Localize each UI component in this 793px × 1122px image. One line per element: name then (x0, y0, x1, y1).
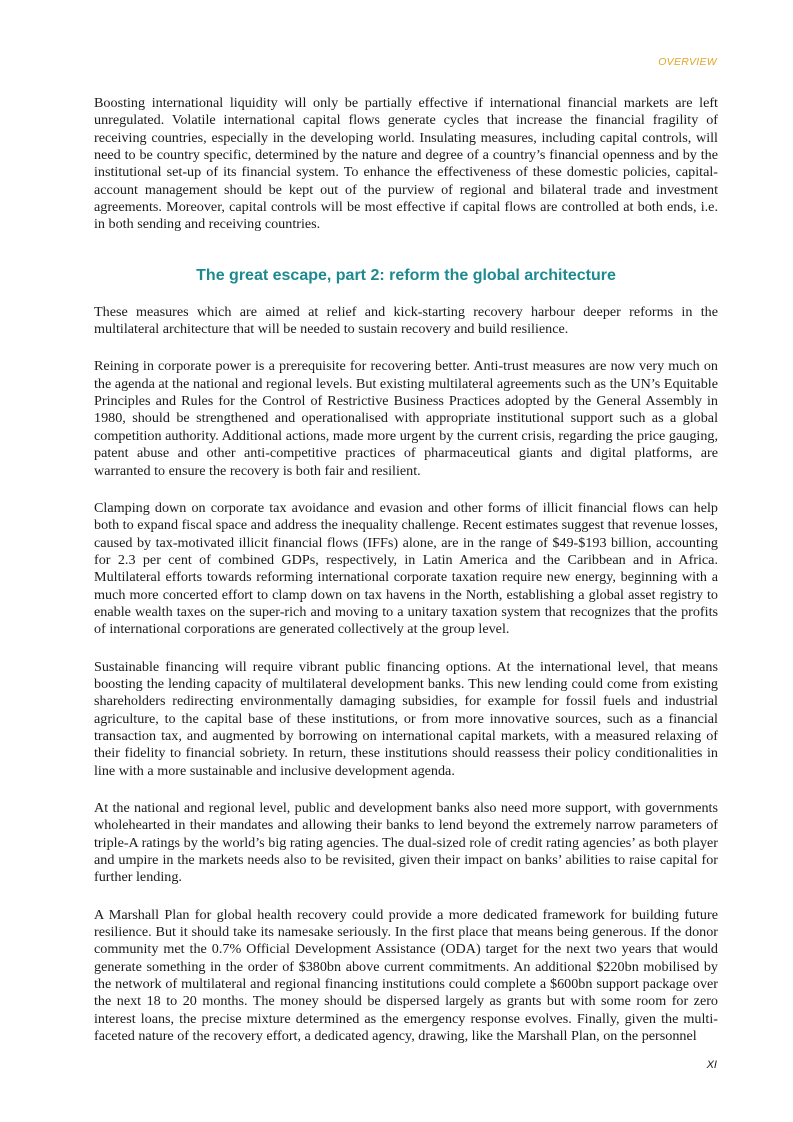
body-text (94, 95, 718, 1065)
paragraph-public-banks: At the national and regional level, public and development banks also need more support, with governments wholehearted in their mandates and allowing their banks to lend beyond the extremely narrow parameters of triple-A ratings by the world’s big rating agencies. The dual-sized role of credit rating agencies’ as both player and umpire in the markets needs also to be revisited, given their impact on banks’ abilities to raise capital for further lending. (94, 800, 718, 886)
paragraph-tax-avoidance: Clamping down on corporate tax avoidance and evasion and other forms of illicit financial flows can help both to expand fiscal space and address the inequality challenge. Recent estimates suggest that revenue losses, caused by tax-motivated illicit financial flows (IFFs) alone, are in the range of $49-$193 billion, accounting for 2.3 per cent of combined GDPs, respectively, in Latin America and the Caribbean and in Africa. Multilateral efforts towards reforming international corporate taxation require new energy, beginning with a much more concerted effort to clamp down on tax havens in the North, establishing a global asset registry to enable wealth taxes on the super-rich and moving to a unitary taxation system that recognizes that the profits of international corporations are generated collectively at the group level. (94, 499, 718, 638)
paragraph-multilateral-reforms: These measures which are aimed at relief and kick-starting recovery harbour deeper reforms in the multilateral architecture that will be needed to sustain recovery and build resilience. (94, 303, 718, 338)
paragraph-capital-controls: Boosting international liquidity will only be partially effective if international financial markets are left unregulated. Volatile international capital flows generate cycles that increase the financial fragility of receiving countries, especially in the developing world. Insulating measures, including capital controls, will need to be country specific, determined by the nature and degree of a country’s financial openness and by the institutional set-up of its financial system. To enhance the effectiveness of these domestic policies, capital-account management should be kept out of the purview of regional and bilateral trade and investment agreements. Moreover, capital controls will be most effective if capital flows are controlled at both ends, i.e. in both sending and receiving countries. (94, 95, 718, 233)
running-header: OVERVIEW (658, 56, 717, 68)
section-heading: The great escape, part 2: reform the global architecture (196, 266, 616, 284)
paragraph-sustainable-financing: Sustainable financing will require vibrant public financing options. At the international level, that means boosting the lending capacity of multilateral development banks. This new lending could come from existing shareholders redirecting environmentally damaging subsidies, for example for fossil fuels and industrial agriculture, to the capital base of these institutions, or from more innovative sources, such as a financial transaction tax, and augmented by borrowing on international capital markets, with a measured relaxing of their fidelity to financial sobriety. In return, these institutions should reassess their policy conditionalities in line with a more sustainable and inclusive development agenda. (94, 658, 718, 779)
page-number: XI (706, 1059, 717, 1071)
paragraph-corporate-power: Reining in corporate power is a prerequisite for recovering better. Anti-trust measures are now very much on the agenda at the national and regional levels. But existing multilateral agreements such as the UN’s Equitable Principles and Rules for the Control of Restrictive Business Practices adopted by the General Assembly in 1980, should be strengthened and operationalised with appropriate institutional support such as a global competition authority. Additional actions, made more urgent by the current crisis, regarding the price gauging, patent abuse and other anti-competitive practices of pharmaceutical giants and digital platforms, are warranted to ensure the recovery is both fair and resilient. (94, 358, 718, 479)
paragraph-marshall-plan: A Marshall Plan for global health recovery could provide a more dedicated framework for building future resilience. But it should take its namesake seriously. In the first place that means being generous. If the donor community met the 0.7% Official Development Assistance (ODA) target for the next two years that would generate something in the order of $380bn above current commitments. An additional $220bn mobilised by the network of multilateral and regional financing institutions could complete a $600bn support package over the next 18 to 20 months. The money should be dispersed largely as grants but with some room for zero interest loans, the precise mixture determined as the emergency response evolves. Finally, given the multi-faceted nature of the recovery effort, a dedicated agency, drawing, like the Marshall Plan, on the personnel (94, 906, 718, 1045)
